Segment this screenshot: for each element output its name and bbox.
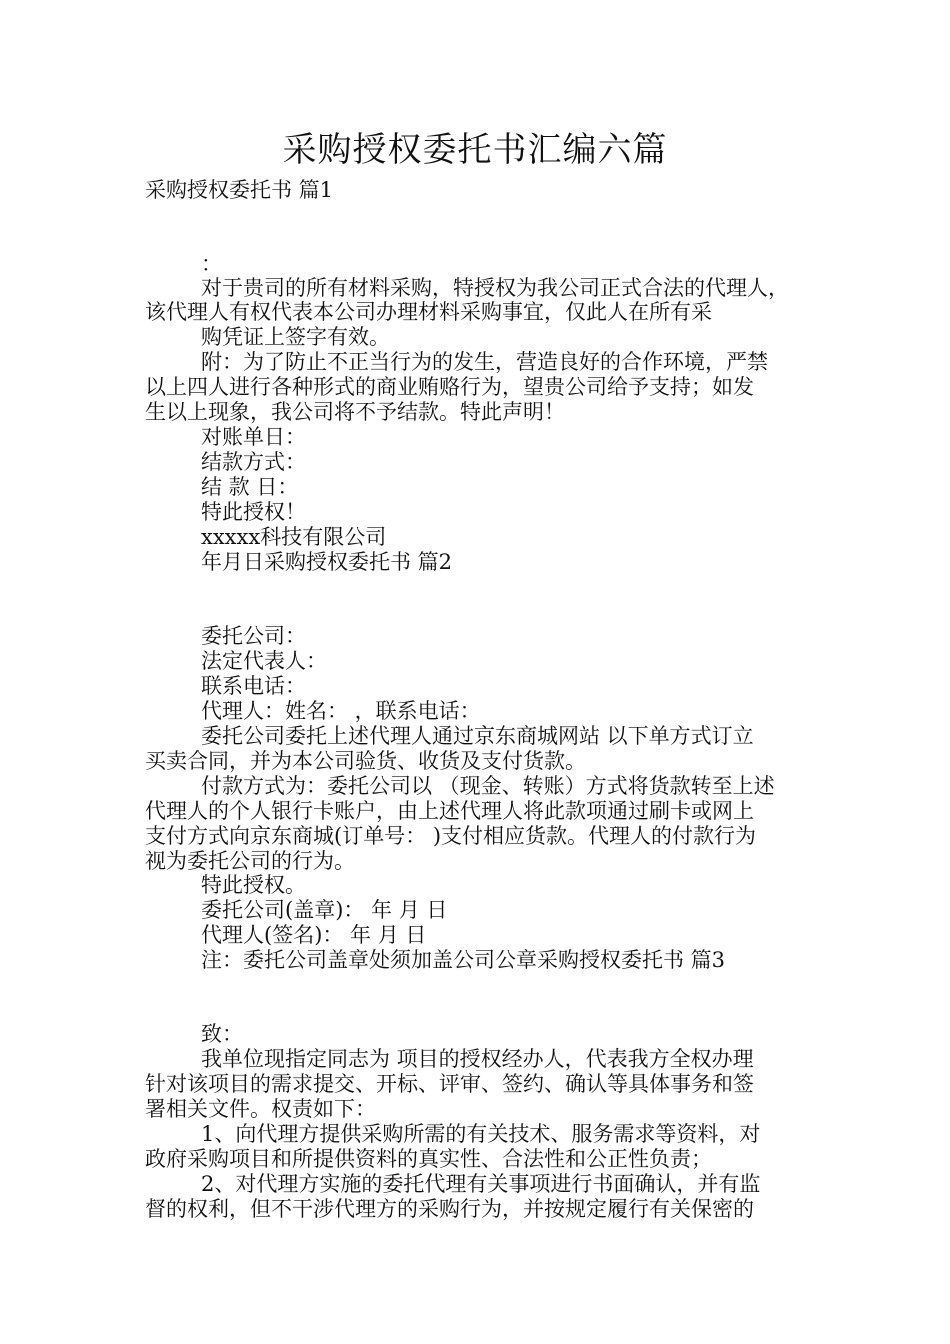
- document-title: 采购授权委托书汇编六篇: [282, 130, 668, 170]
- paragraph-line: 附：为了防止不正当行为的发生，营造良好的合作环境，严禁: [201, 350, 768, 374]
- paragraph-line: 1、向代理方提供采购所需的有关技术、服务需求等资料，对: [201, 1122, 761, 1146]
- signature-line: 代理人(签名)： 年 月 日: [201, 923, 427, 947]
- field-line: 法定代表人：: [201, 649, 327, 673]
- paragraph-line: 支付方式向京东商城(订单号： )支付相应货款。代理人的付款行为: [145, 824, 757, 848]
- paragraph-line: 该代理人有权代表本公司办理材料采购事宜，仅此人在所有采: [145, 300, 712, 324]
- paragraph-line: 政府采购项目和所提供资料的真实性、合法性和公正性负责；: [145, 1147, 712, 1171]
- signature-line: 委托公司(盖章)： 年 月 日: [201, 898, 448, 922]
- section-heading-3: 注：委托公司盖章处须加盖公司公章采购授权委托书 篇3: [201, 948, 726, 972]
- paragraph-line: 委托公司委托上述代理人通过京东商城网站 以下单方式订立: [201, 724, 754, 748]
- field-line: 对账单日：: [201, 425, 306, 449]
- paragraph-line: 特此授权！: [201, 500, 306, 524]
- field-line: 结款方式：: [201, 450, 306, 474]
- paragraph-line: 2、对代理方实施的委托代理有关事项进行书面确认，并有监: [201, 1172, 761, 1196]
- field-line: 委托公司：: [201, 624, 306, 648]
- addressee-line: ：: [201, 252, 222, 276]
- paragraph-line: 特此授权。: [201, 873, 306, 897]
- field-line: 结 款 日：: [201, 475, 299, 499]
- paragraph-line: 针对该项目的需求提交、开标、评审、签约、确认等具体事务和签: [145, 1072, 754, 1096]
- paragraph-line: 付款方式为：委托公司以 （现金、转账）方式将货款转至上述: [201, 774, 775, 798]
- field-line: 代理人：姓名： ，联系电话：: [201, 699, 481, 723]
- section-heading-2: 年月日采购授权委托书 篇2: [201, 550, 453, 574]
- paragraph-line: 买卖合同，并为本公司验货、收货及支付货款。: [145, 749, 586, 773]
- paragraph-line: 购凭证上签字有效。: [201, 325, 390, 349]
- addressee-line: 致：: [201, 1022, 243, 1046]
- paragraph-line: 督的权利，但不干涉代理方的采购行为，并按规定履行有关保密的: [145, 1197, 754, 1221]
- section-heading-1: 采购授权委托书 篇1: [145, 178, 334, 202]
- paragraph-line: 代理人的个人银行卡账户，由上述代理人将此款项通过刷卡或网上: [145, 799, 754, 823]
- company-name: xxxxx科技有限公司: [201, 525, 387, 549]
- paragraph-line: 我单位现指定同志为 项目的授权经办人，代表我方全权办理: [201, 1047, 754, 1071]
- paragraph-line: 以上四人进行各种形式的商业贿赂行为，望贵公司给予支持；如发: [145, 375, 754, 399]
- paragraph-line: 生以上现象，我公司将不予结款。特此声明！: [145, 400, 565, 424]
- paragraph-line: 署相关文件。权责如下：: [145, 1097, 376, 1121]
- paragraph-line: 对于贵司的所有材料采购，特授权为我公司正式合法的代理人，: [201, 276, 789, 300]
- field-line: 联系电话：: [201, 674, 306, 698]
- paragraph-line: 视为委托公司的行为。: [145, 849, 355, 873]
